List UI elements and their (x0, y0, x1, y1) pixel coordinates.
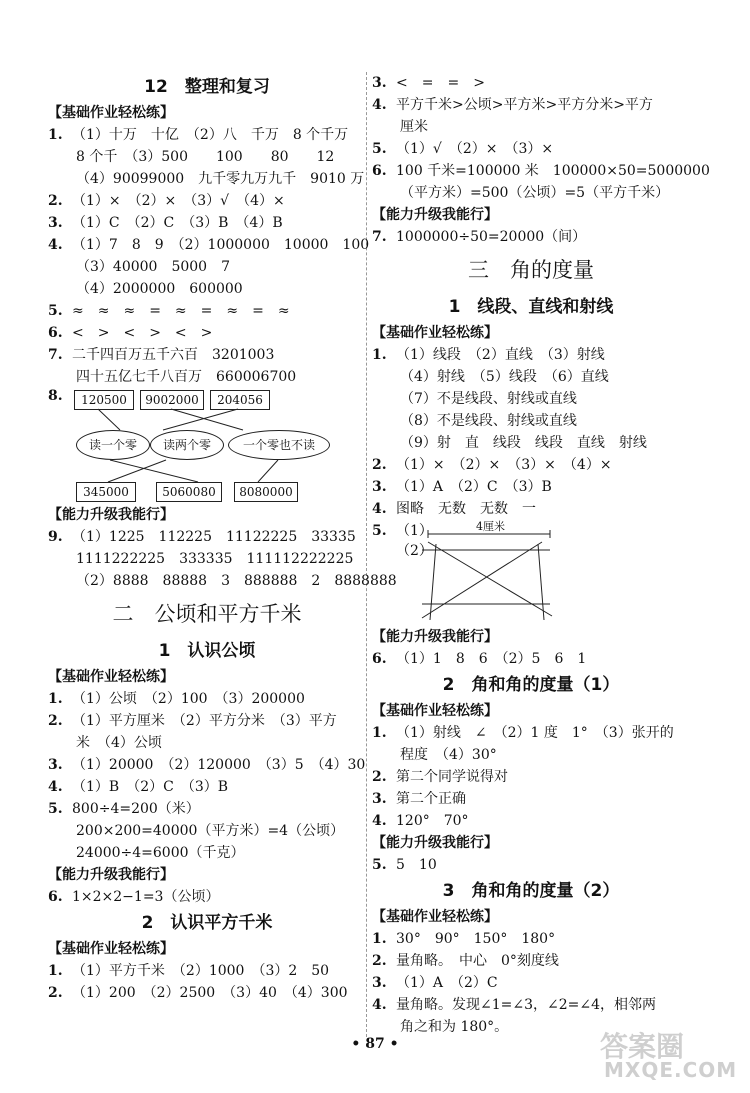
answer-line: 米 （4）公顷 (76, 735, 162, 751)
section-title: 2 认识平方千米 (141, 913, 273, 933)
answer-line: 1000000÷50=20000（间） (396, 229, 587, 245)
matching-figure: 8. 120500 9002000 204056 读一个零 读两个零 一个零也不读 345000 5060080 8080000 (48, 388, 366, 504)
answer-line: 8 个千 （3）500 100 80 12 (76, 149, 335, 165)
number-box: 5060080 (156, 482, 222, 502)
answer-line: 120° 70° (396, 813, 469, 829)
answer-line: （1）× （2）× （3）√ （4）× (72, 193, 285, 209)
answer-line: 1111222225 333335 111112222225 (76, 551, 354, 567)
section-title: 12 整理和复习 (144, 77, 270, 97)
answer-line: 量角略。发现∠1=∠3，∠2=∠4，相邻两 (396, 997, 657, 1013)
subsection-label: 【基础作业轻松练】 (48, 105, 174, 121)
answer-line: （1）平方千米 （2）1000 （3）2 50 (72, 963, 330, 979)
answer-line: （1）1225 112225 11122225 33335 (72, 529, 356, 545)
column-divider (366, 72, 367, 1037)
section-title: 1 线段、直线和射线 (448, 297, 614, 317)
subsection-label: 【能力升级我能行】 (48, 867, 174, 883)
answer-line: 200×200=40000（平方米）=4（公顷） (76, 823, 345, 839)
number-box: 345000 (76, 482, 136, 502)
subsection-label: 【基础作业轻松练】 (48, 669, 174, 685)
left-column: 12 整理和复习 【基础作业轻松练】 1. （1）十万 十亿 （2）八 千万 8 个千万 8 个千 （3）500 100 80 12 （4）90099000 九千零九万九千 9010 万 2. （1）× （2）× （3）√ （4）× 3. （1）C （2）C （3）B （4）B 4. （1）7 8 9 （2）1000000 10000 100 （3）40000 5000 7 （4）2000000 600000 5. ≈ ≈ ≈ = ≈ = ≈ = ≈ 6. < > < > < > 7. 二千四百万五千六百 3201003 四十五亿七千八百万 660006700 8. 120500 9002000 204056 读一个零 读两个零 一个零也不读 345000 5060080 8080000 【能力升级我能行】 9. （1）1225 112225 11122225 33335 1111222225 333335 111112222225 （2）8888 88888 3 888888 2 8888888 二 公顷和平方千米 1 认识公顷 【基础作业轻松练】 1. （1）公顷 （2）100 （3）200000 2. （1）平方厘米 （2）平方分米 （3）平方 米 （4）公顷 3. （1）20000 （2）120000 （3）5 （4）30 4. （1）B （2）C （3）B 5. 800÷4=200（米） 200×200=40000（平方米）=4（公顷） 24000÷4=6000（千克） 【能力升级我能行】 6. 1×2×2−1=3（公顷） 2 认识平方千米 【基础作业轻松练】 1. （1）平方千米 （2）1000 （3）2 50 2. （1）200 （2）2500 （3）40 （4）300 (48, 72, 366, 1004)
page-number: • 87 • (351, 1036, 399, 1052)
answer-line: （1）射线 ∠ （2）1 度 1° （3）张开的 (396, 725, 674, 741)
answer-line: （1）20000 （2）120000 （3）5 （4）30 (72, 757, 366, 773)
answer-line: （1）C （2）C （3）B （4）B (72, 215, 283, 231)
answer-line: （9）射 直 线段 线段 直线 射线 (400, 435, 647, 451)
chapter-title: 二 公顷和平方千米 (112, 602, 302, 626)
oval-label: 读一个零 (76, 430, 150, 460)
answer-line: （1） (396, 523, 433, 539)
section-title: 1 认识公顷 (158, 641, 256, 661)
answer-line: 30° 90° 150° 180° (396, 931, 556, 947)
answer-line: ≈ ≈ ≈ = ≈ = ≈ = ≈ (72, 303, 290, 319)
subsection-label: 【基础作业轻松练】 (372, 325, 498, 341)
answer-line: （1）平方厘米 （2）平方分米 （3）平方 (72, 713, 337, 729)
answer-line: （2）8888 88888 3 888888 2 8888888 (76, 573, 397, 589)
line-figure: 5. （1） 4厘米 （2） (372, 520, 690, 626)
answer-line: 厘米 (400, 119, 428, 135)
subsection-label: 【能力升级我能行】 (372, 207, 498, 223)
answer-line: 第二个同学说得对 (396, 769, 508, 785)
answer-line: 100 千米=100000 米 100000×50=5000000 (396, 163, 710, 179)
answer-line: 角之和为 180°。 (400, 1019, 509, 1035)
number-box: 120500 (74, 390, 134, 410)
answer-line: （1）B （2）C （3）B (72, 779, 229, 795)
answer-line: （1）公顷 （2）100 （3）200000 (72, 691, 305, 707)
answer-line: 平方千米>公顷>平方米>平方分米>平方 (396, 97, 653, 113)
answer-line: 24000÷4=6000（千克） (76, 845, 245, 861)
number-box: 8080000 (234, 482, 298, 502)
answer-line: 程度 （4）30° (400, 747, 497, 763)
answer-line: （1）200 （2）2500 （3）40 （4）300 (72, 985, 348, 1001)
answer-line: （4）射线 （5）线段 （6）直线 (400, 369, 609, 385)
answer-line: （7）不是线段、射线或直线 (400, 391, 577, 407)
subsection-label: 【能力升级我能行】 (372, 629, 498, 645)
answer-line: 图略 无数 无数 一 (396, 501, 536, 517)
answer-line: （1）线段 （2）直线 （3）射线 (396, 347, 605, 363)
answer-line: 5 10 (396, 857, 437, 873)
chapter-title: 三 角的度量 (468, 258, 594, 282)
oval-label: 一个零也不读 (228, 430, 330, 460)
oval-label: 读两个零 (150, 430, 224, 460)
answer-line: （4）90099000 九千零九万九千 9010 万 (76, 171, 365, 187)
watermark-url: MXQE.COM (604, 1058, 738, 1082)
section-title: 3 角和角的度量（2） (442, 881, 620, 901)
answer-line: 量角略。 中心 0°刻度线 (396, 953, 559, 969)
subsection-label: 【能力升级我能行】 (372, 835, 498, 851)
answer-line: < > < > < > (72, 325, 213, 341)
answer-line: 第二个正确 (396, 791, 466, 807)
answer-line: （平方米）=500（公顷）=5（平方千米） (400, 185, 670, 201)
answer-line: 四十五亿七千八百万 660006700 (76, 369, 297, 385)
number-box: 204056 (210, 390, 270, 410)
answer-line: （1）A （2）C (396, 975, 498, 991)
subsection-label: 【基础作业轻松练】 (48, 941, 174, 957)
answer-line: （3）40000 5000 7 (76, 259, 230, 275)
answer-line: < = = > (396, 75, 485, 91)
line-drawings (372, 520, 690, 626)
answer-line: （4）2000000 600000 (76, 281, 243, 297)
answer-line: （1）1 8 6 （2）5 6 1 (396, 651, 587, 667)
subsection-label: 【基础作业轻松练】 (372, 703, 498, 719)
watermark-logo: 答案圈 (600, 1030, 685, 1063)
subsection-label: 【能力升级我能行】 (48, 507, 174, 523)
right-column: 3. < = = > 4. 平方千米>公顷>平方米>平方分米>平方 厘米 5. （1）√ （2）× （3）× 6. 100 千米=100000 米 100000×50=5000000 （平方米）=500（公顷）=5（平方千米） 【能力升级我能行】 7. 1000000÷50=20000（间） 三 角的度量 1 线段、直线和射线 【基础作业轻松练】 1. （1）线段 （2）直线 （3）射线 （4）射线 （5）线段 （6）直线 （7）不是线段、射线或直线 （8）不是线段、射线或直线 （9）射 直 线段 线段 直线 射线 2. （1）× （2）× （3）× （4）× 3. （1）A （2）C （3）B 4. 图略 无数 无数 一 5. （1） 4厘米 （2） 【能力升级我能行】 6. （1）1 8 6 （2）5 6 1 2 角和角的度量（1） 【基础作业轻松练】 1. （1）射线 ∠ （2）1 度 1° （3）张开的 程度 （4）30° 2. 第二个同学说得对 3. 第二个正确 4. 120° 70° 【能力升级我能行】 5. 5 10 3 角和角的度量（2） 【基础作业轻松练】 1. 30° 90° 150° 180° 2. 量角略。 中心 0°刻度线 3. （1）A （2）C 4. 量角略。发现∠1=∠3，∠2=∠4，相邻两 角之和为 180°。 (372, 72, 690, 1038)
answer-line: （1）√ （2）× （3）× (396, 141, 554, 157)
number-box: 9002000 (140, 390, 204, 410)
answer-line: 1×2×2−1=3（公顷） (72, 889, 220, 905)
section-title: 2 角和角的度量（1） (442, 675, 620, 695)
answer-line: （2） (396, 543, 433, 559)
answer-line: （1）7 8 9 （2）1000000 10000 100 (72, 237, 370, 253)
answer-line: （8）不是线段、射线或直线 (400, 413, 577, 429)
answer-line: 二千四百万五千六百 3201003 (72, 347, 275, 363)
answer-line: 800÷4=200（米） (72, 801, 200, 817)
segment-length-label: 4厘米 (476, 520, 505, 533)
subsection-label: 【基础作业轻松练】 (372, 909, 498, 925)
answer-line: （1）A （2）C （3）B (396, 479, 552, 495)
answer-line: （1）× （2）× （3）× （4）× (396, 457, 612, 473)
answer-line: （1）十万 十亿 （2）八 千万 8 个千万 (72, 127, 349, 143)
